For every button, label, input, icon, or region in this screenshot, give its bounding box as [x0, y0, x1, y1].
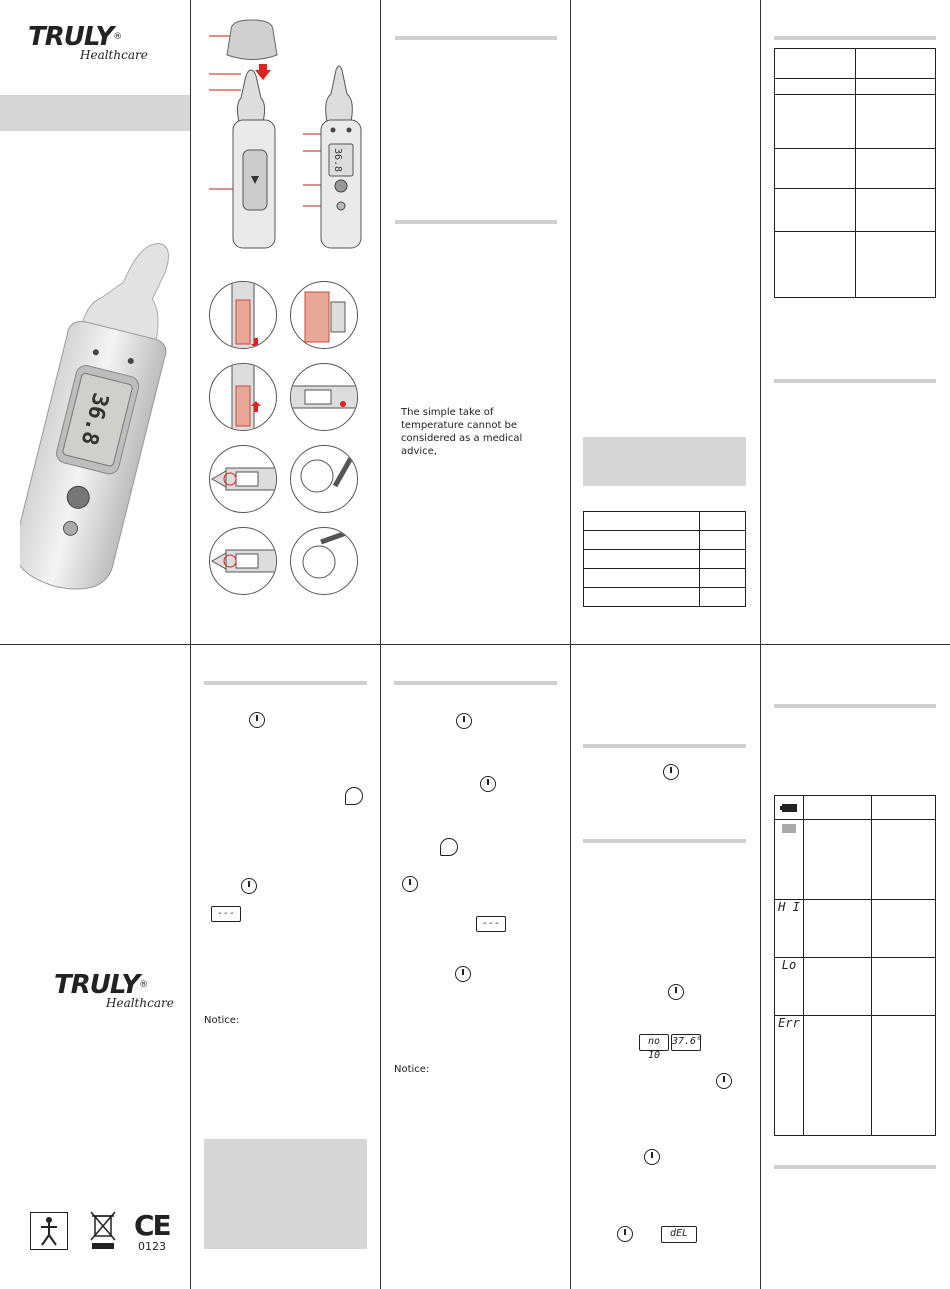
- memory-icon: [617, 1226, 633, 1242]
- spec-table: [774, 48, 936, 298]
- section-rule: [774, 1165, 936, 1169]
- brand-reg-back: ®: [139, 980, 148, 990]
- brand-logo: [28, 24, 178, 74]
- ce-mark: CE: [134, 1209, 170, 1242]
- memory-icon: [402, 876, 418, 892]
- brand-reg: ®: [113, 32, 122, 42]
- figure-device-on: [290, 363, 358, 431]
- ce-code: 0123: [138, 1240, 166, 1253]
- brand-name: TRULY: [28, 22, 114, 52]
- power-icon: [249, 712, 265, 728]
- section-rule: [204, 681, 367, 685]
- notice-label: Notice:: [394, 1064, 430, 1075]
- section-rule: [395, 220, 557, 224]
- info-box: [583, 437, 746, 486]
- lcd-memory-temp: 37.6°: [671, 1034, 701, 1051]
- section-rule: [583, 839, 746, 843]
- power-icon: [480, 776, 496, 792]
- lcd-memory-number: no 10: [639, 1034, 669, 1051]
- error-lo-symbol: Lo: [775, 958, 804, 1016]
- figure-battery-open: [209, 281, 277, 349]
- memory-icon: [668, 984, 684, 1000]
- figure-probe-reading-2: [209, 527, 277, 595]
- section-rule: [583, 744, 746, 748]
- memory-icon: [241, 878, 257, 894]
- title-band: [0, 95, 190, 131]
- figure-probe-reading: [209, 445, 277, 513]
- device-temp-reading: 36.8: [75, 390, 113, 448]
- brand-logo-back: [54, 972, 204, 1022]
- section-rule: [774, 704, 936, 708]
- type-bf-icon: [30, 1212, 68, 1250]
- medical-advice-note: The simple take of temperature cannot be considered as a medical advice,: [401, 407, 523, 457]
- figure-forehead-measure: [290, 527, 358, 595]
- section-rule: [394, 681, 557, 685]
- error-hi-symbol: H I: [775, 900, 804, 958]
- ear-mode-icon: [440, 838, 458, 856]
- section-rule: [774, 379, 936, 383]
- svg-text:36.8: 36.8: [332, 147, 343, 173]
- info-box: [204, 1139, 367, 1249]
- figure-battery-insert: [290, 281, 358, 349]
- lcd-dashes: ---: [211, 906, 241, 922]
- lcd-delete: dEL: [661, 1226, 697, 1243]
- thermometer-illustration: [20, 220, 180, 600]
- figure-ear-measure: [290, 445, 358, 513]
- battery-icon: [780, 803, 798, 813]
- section-rule: [395, 36, 557, 40]
- lcd-dashes-ear: ---: [476, 916, 506, 932]
- spec-table-small: [583, 511, 746, 607]
- notice-label: Notice:: [204, 1015, 240, 1026]
- memory-icon: [716, 1073, 732, 1089]
- error-table: [774, 795, 936, 1136]
- brand-name-back: TRULY: [54, 970, 140, 1000]
- brand-sub-back: Healthcare: [106, 996, 174, 1010]
- panel-divider: [0, 644, 950, 645]
- power-icon: [644, 1149, 660, 1165]
- memory-icon: [455, 966, 471, 982]
- error-err-symbol: Err: [775, 1016, 804, 1136]
- brand-sub: Healthcare: [80, 48, 148, 62]
- power-icon: [456, 713, 472, 729]
- power-icon: [663, 764, 679, 780]
- ear-mode-icon: [345, 787, 363, 805]
- blank-display-icon: [782, 824, 796, 833]
- figure-battery-close: [209, 363, 277, 431]
- weee-bin-icon: [86, 1210, 120, 1250]
- section-rule: [774, 36, 936, 40]
